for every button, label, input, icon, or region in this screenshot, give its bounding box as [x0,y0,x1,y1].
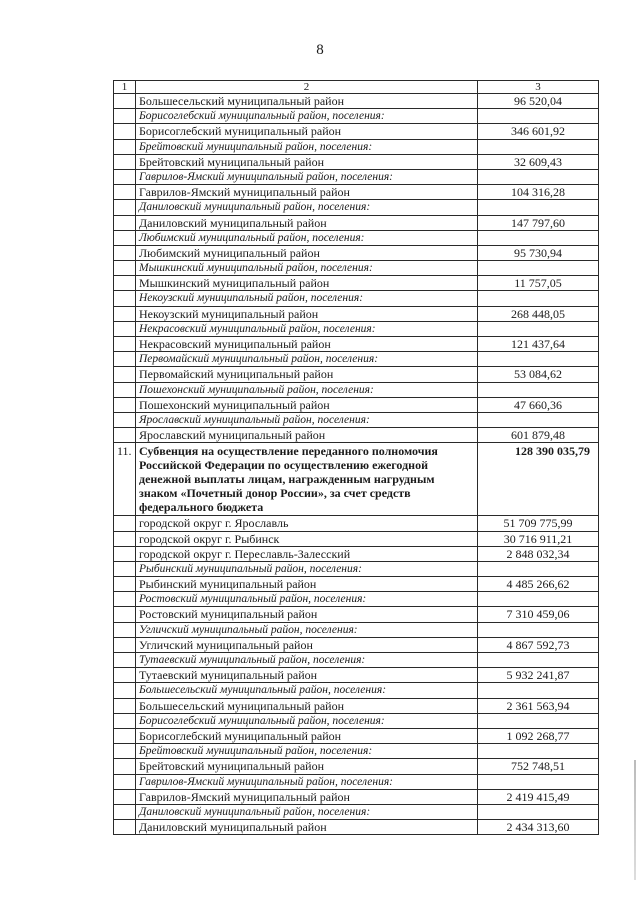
row-number-cell [114,428,136,443]
row-number-cell [114,276,136,291]
district-row [114,154,599,169]
amount-cell: 96 520,04 [478,94,599,109]
settlement-group-row [114,139,599,154]
row-number-cell [114,154,136,169]
district-row [114,759,599,774]
column-number-1: 1 [114,81,136,94]
row-number-cell [114,124,136,139]
settlement-group-row [114,200,599,215]
row-number-cell [114,200,136,215]
district-name: Даниловский муниципальный район [136,820,478,835]
district-row [114,397,599,412]
group-label: Даниловский муниципальный район, поселения: [136,200,478,215]
amount-cell [478,230,599,245]
column-number-3: 3 [478,81,599,94]
column-number-row [114,81,599,94]
group-label: Брейтовский муниципальный район, поселения: [136,139,478,154]
row-number-cell [114,577,136,592]
row-number-cell [114,337,136,352]
settlement-group-row [114,744,599,759]
amount-cell: 4 485 266,62 [478,577,599,592]
page-number: 8 [316,42,324,58]
district-name: Большесельский муниципальный район [136,698,478,713]
district-name: Ярославский муниципальный район [136,428,478,443]
settlement-group-row [114,804,599,819]
row-number-cell [114,759,136,774]
district-name: Борисоглебский муниципальный район [136,728,478,743]
group-label: Большесельский муниципальный район, поселения: [136,683,478,698]
amount-cell: 30 716 911,21 [478,531,599,546]
row-number-cell [114,592,136,607]
row-number-cell [114,653,136,668]
settlement-group-row [114,653,599,668]
settlement-group-row [114,774,599,789]
district-row [114,337,599,352]
group-label: Ростовский муниципальный район, поселения: [136,592,478,607]
row-number-cell [114,245,136,260]
settlement-group-row [114,109,599,124]
district-name: городской округ г. Рыбинск [136,531,478,546]
amount-cell [478,139,599,154]
settlement-group-row [114,561,599,576]
row-number-cell [114,744,136,759]
district-name: городской округ г. Ярославль [136,516,478,531]
district-name: Брейтовский муниципальный район [136,759,478,774]
row-number-cell [114,774,136,789]
group-label: Тутаевский муниципальный район, поселения: [136,653,478,668]
row-number-cell [114,804,136,819]
row-number-cell [114,109,136,124]
district-row [114,428,599,443]
amount-cell [478,561,599,576]
district-row [114,789,599,804]
district-row [114,577,599,592]
group-label: Борисоглебский муниципальный район, поселения: [136,713,478,728]
amount-cell: 47 660,36 [478,397,599,412]
district-name: Гаврилов-Ямский муниципальный район [136,185,478,200]
amount-cell: 7 310 459,06 [478,607,599,622]
district-row [114,546,599,561]
settlement-group-row [114,622,599,637]
district-row [114,668,599,683]
district-name: Гаврилов-Ямский муниципальный район [136,789,478,804]
district-name: Большесельский муниципальный район [136,94,478,109]
district-row [114,367,599,382]
group-label: Пошехонский муниципальный район, поселения: [136,382,478,397]
group-label: Первомайский муниципальный район, поселения: [136,352,478,367]
district-row [114,276,599,291]
district-row [114,185,599,200]
row-number-cell [114,516,136,531]
row-number-cell [114,531,136,546]
amount-cell [478,804,599,819]
settlement-group-row [114,291,599,306]
district-row [114,820,599,835]
settlement-group-row [114,261,599,276]
district-name: Мышкинский муниципальный район [136,276,478,291]
scan-edge-mark [634,760,636,880]
row-number-cell [114,561,136,576]
district-name: Рыбинский муниципальный район [136,577,478,592]
amount-cell: 32 609,43 [478,154,599,169]
district-row [114,245,599,260]
row-number-cell [114,683,136,698]
amount-cell [478,744,599,759]
settlement-group-row [114,321,599,336]
row-number-cell [114,169,136,184]
group-label: Ярославский муниципальный район, поселения: [136,412,478,427]
amount-cell [478,653,599,668]
row-number-cell [114,789,136,804]
amount-cell: 601 879,48 [478,428,599,443]
group-label: Угличский муниципальный район, поселения: [136,622,478,637]
district-name: городской округ г. Переславль-Залесский [136,546,478,561]
settlement-group-row [114,352,599,367]
group-label: Мышкинский муниципальный район, поселения: [136,261,478,276]
amount-cell [478,713,599,728]
row-number-cell [114,668,136,683]
subsidy-amount: 128 390 035,79 [478,443,599,516]
row-number-cell [114,291,136,306]
amount-cell [478,200,599,215]
settlement-group-row [114,169,599,184]
amount-cell [478,291,599,306]
amount-cell: 1 092 268,77 [478,728,599,743]
amount-cell: 147 797,60 [478,215,599,230]
amount-cell: 346 601,92 [478,124,599,139]
district-row [114,728,599,743]
district-row [114,306,599,321]
district-row [114,94,599,109]
amount-cell: 11 757,05 [478,276,599,291]
subsidy-title: Субвенция на осуществление переданного полномочия Российской Федерации по осуществлению ежегодной денежной выплаты лицам, награжденным нагрудным знаком «Почетный донор России», за счет средств федерального бюджета [136,443,478,516]
district-name: Некоузский муниципальный район [136,306,478,321]
group-label: Даниловский муниципальный район, поселения: [136,804,478,819]
row-number-cell [114,382,136,397]
district-name: Даниловский муниципальный район [136,215,478,230]
row-number-cell [114,412,136,427]
amount-cell: 2 419 415,49 [478,789,599,804]
district-row [114,531,599,546]
amount-cell: 5 932 241,87 [478,668,599,683]
settlement-group-row [114,592,599,607]
district-name: Некрасовский муниципальный район [136,337,478,352]
row-number-cell [114,637,136,652]
table-body [114,81,599,835]
amount-cell [478,352,599,367]
amount-cell [478,321,599,336]
amount-cell: 2 434 313,60 [478,820,599,835]
row-number-cell [114,698,136,713]
district-row [114,124,599,139]
group-label: Любимский муниципальный район, поселения: [136,230,478,245]
column-number-2: 2 [136,81,478,94]
amount-cell: 2 361 563,94 [478,698,599,713]
settlement-group-row [114,683,599,698]
district-name: Брейтовский муниципальный район [136,154,478,169]
amount-cell [478,683,599,698]
row-number-cell [114,321,136,336]
group-label: Борисоглебский муниципальный район, поселения: [136,109,478,124]
amount-cell [478,169,599,184]
amount-cell: 2 848 032,34 [478,546,599,561]
row-number-cell [114,230,136,245]
amount-cell [478,412,599,427]
subsidy-number: 11. [114,443,136,516]
row-number-cell [114,215,136,230]
row-number-cell [114,367,136,382]
row-number-cell [114,607,136,622]
district-name: Ростовский муниципальный район [136,607,478,622]
district-row [114,215,599,230]
district-name: Борисоглебский муниципальный район [136,124,478,139]
group-label: Некоузский муниципальный район, поселения: [136,291,478,306]
settlement-group-row [114,382,599,397]
district-name: Тутаевский муниципальный район [136,668,478,683]
row-number-cell [114,397,136,412]
group-label: Гаврилов-Ямский муниципальный район, поселения: [136,169,478,184]
amount-cell [478,774,599,789]
amount-cell: 51 709 775,99 [478,516,599,531]
district-row [114,698,599,713]
district-row [114,607,599,622]
district-name: Любимский муниципальный район [136,245,478,260]
row-number-cell [114,94,136,109]
district-name: Первомайский муниципальный район [136,367,478,382]
row-number-cell [114,820,136,835]
amount-cell [478,382,599,397]
amount-cell: 752 748,51 [478,759,599,774]
amount-cell: 4 867 592,73 [478,637,599,652]
amount-cell [478,261,599,276]
district-row [114,637,599,652]
subventions-table [113,80,599,835]
row-number-cell [114,185,136,200]
amount-cell [478,622,599,637]
row-number-cell [114,261,136,276]
amount-cell [478,592,599,607]
row-number-cell [114,546,136,561]
district-row [114,516,599,531]
district-name: Пошехонский муниципальный район [136,397,478,412]
settlement-group-row [114,230,599,245]
amount-cell [478,109,599,124]
row-number-cell [114,352,136,367]
settlement-group-row [114,713,599,728]
group-label: Некрасовский муниципальный район, поселения: [136,321,478,336]
district-name: Угличский муниципальный район [136,637,478,652]
row-number-cell [114,728,136,743]
row-number-cell [114,713,136,728]
settlement-group-row [114,412,599,427]
amount-cell: 104 316,28 [478,185,599,200]
group-label: Брейтовский муниципальный район, поселения: [136,744,478,759]
row-number-cell [114,306,136,321]
group-label: Рыбинский муниципальный район, поселения: [136,561,478,576]
amount-cell: 95 730,94 [478,245,599,260]
row-number-cell [114,139,136,154]
row-number-cell [114,622,136,637]
subsidy-row [114,443,599,516]
amount-cell: 53 084,62 [478,367,599,382]
group-label: Гаврилов-Ямский муниципальный район, поселения: [136,774,478,789]
amount-cell: 268 448,05 [478,306,599,321]
amount-cell: 121 437,64 [478,337,599,352]
